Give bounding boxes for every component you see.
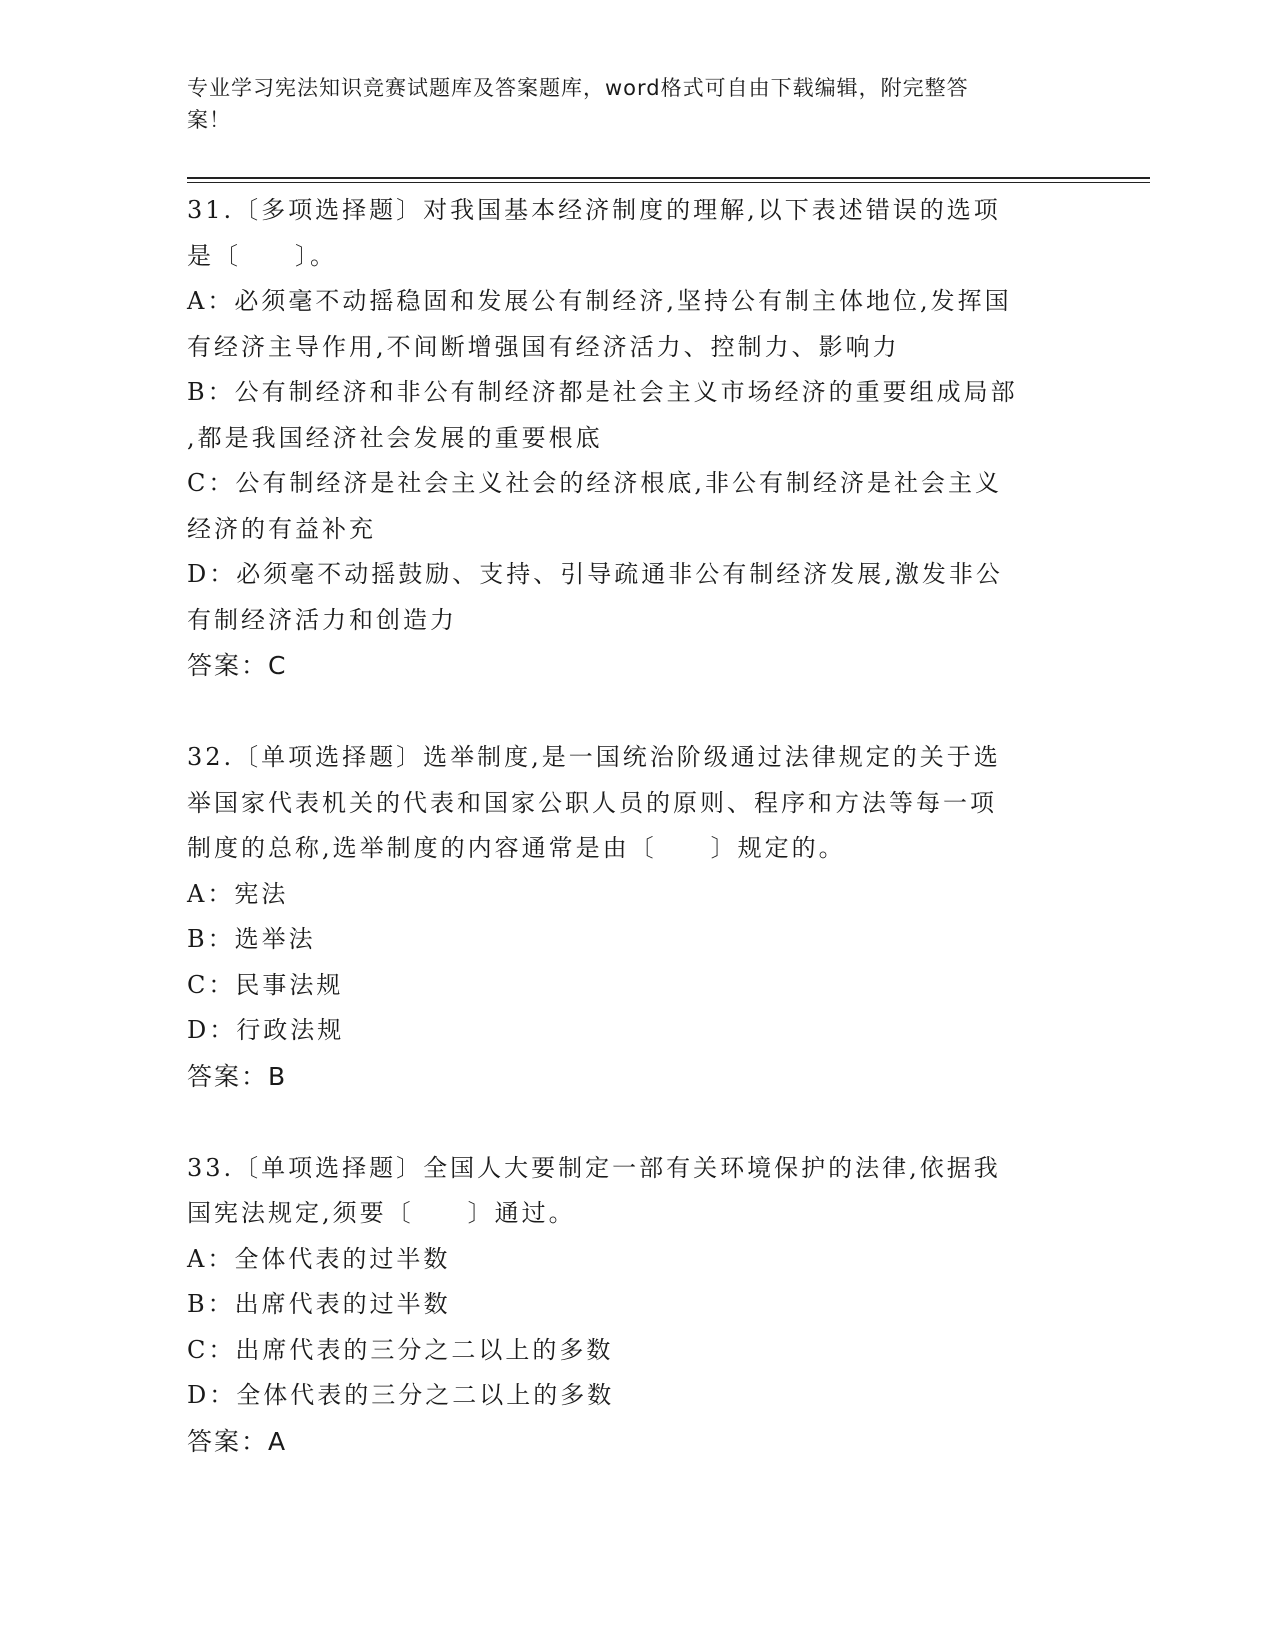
question-text: 国宪法规定,须要〔 〕通过。 [187,1199,576,1227]
answer: 答案：B [187,1061,288,1091]
option-d: 有制经济活力和创造力 [187,605,457,634]
option-b: ,都是我国经济社会发展的重要根底 [187,423,603,452]
header-rule-thick [187,177,1150,179]
question-text: 举国家代表机关的代表和国家公职人员的原则、程序和方法等每一项 [187,788,997,817]
header-title-line-2: 案！ [187,108,231,132]
question-text: 是〔 〕。 [187,241,337,270]
option-c: C：民事法规 [187,970,344,999]
option-c: 经济的有益补充 [187,514,376,543]
option-b: B：公有制经济和非公有制经济都是社会主义市场经济的重要组成局部 [187,378,1018,406]
question-text: 制度的总称,选举制度的内容通常是由〔 〕规定的。 [187,834,846,862]
question-text: 32.〔单项选择题〕选举制度,是一国统治阶级通过法律规定的关于选 [187,743,1001,771]
question-31 [187,188,1087,689]
option-d: D：行政法规 [187,1016,345,1044]
option-d: D：全体代表的三分之二以上的多数 [187,1381,615,1409]
option-c: C：公有制经济是社会主义社会的经济根底,非公有制经济是社会主义 [187,469,1002,497]
document-header [187,72,1067,136]
question-33 [187,1146,1087,1465]
option-a: 有经济主导作用,不间断增强国有经济活力、控制力、影响力 [187,332,900,361]
question-32 [187,735,1087,1100]
option-d: D：必须毫不动摇鼓励、支持、引导疏通非公有制经济发展,激发非公 [187,560,1003,588]
option-a: A：必须毫不动摇稳固和发展公有制经济,坚持公有制主体地位,发挥国 [187,287,1012,315]
answer: 答案：C [187,651,288,680]
header-rule-thin [187,182,1150,183]
question-list [187,188,1087,1511]
option-a: A：全体代表的过半数 [187,1244,451,1273]
answer: 答案：A [187,1426,288,1456]
question-text: 31.〔多项选择题〕对我国基本经济制度的理解,以下表述错误的选项 [187,196,1001,224]
question-text: 33.〔单项选择题〕全国人大要制定一部有关环境保护的法律,依据我 [187,1153,1001,1182]
option-b: B：选举法 [187,925,316,953]
option-c: C：出席代表的三分之二以上的多数 [187,1335,614,1364]
option-b: B：出席代表的过半数 [187,1290,451,1318]
option-a: A：宪法 [187,879,289,908]
header-title-line-1: 专业学习宪法知识竞赛试题库及答案题库，word格式可自由下载编辑，附完整答 [187,76,969,100]
